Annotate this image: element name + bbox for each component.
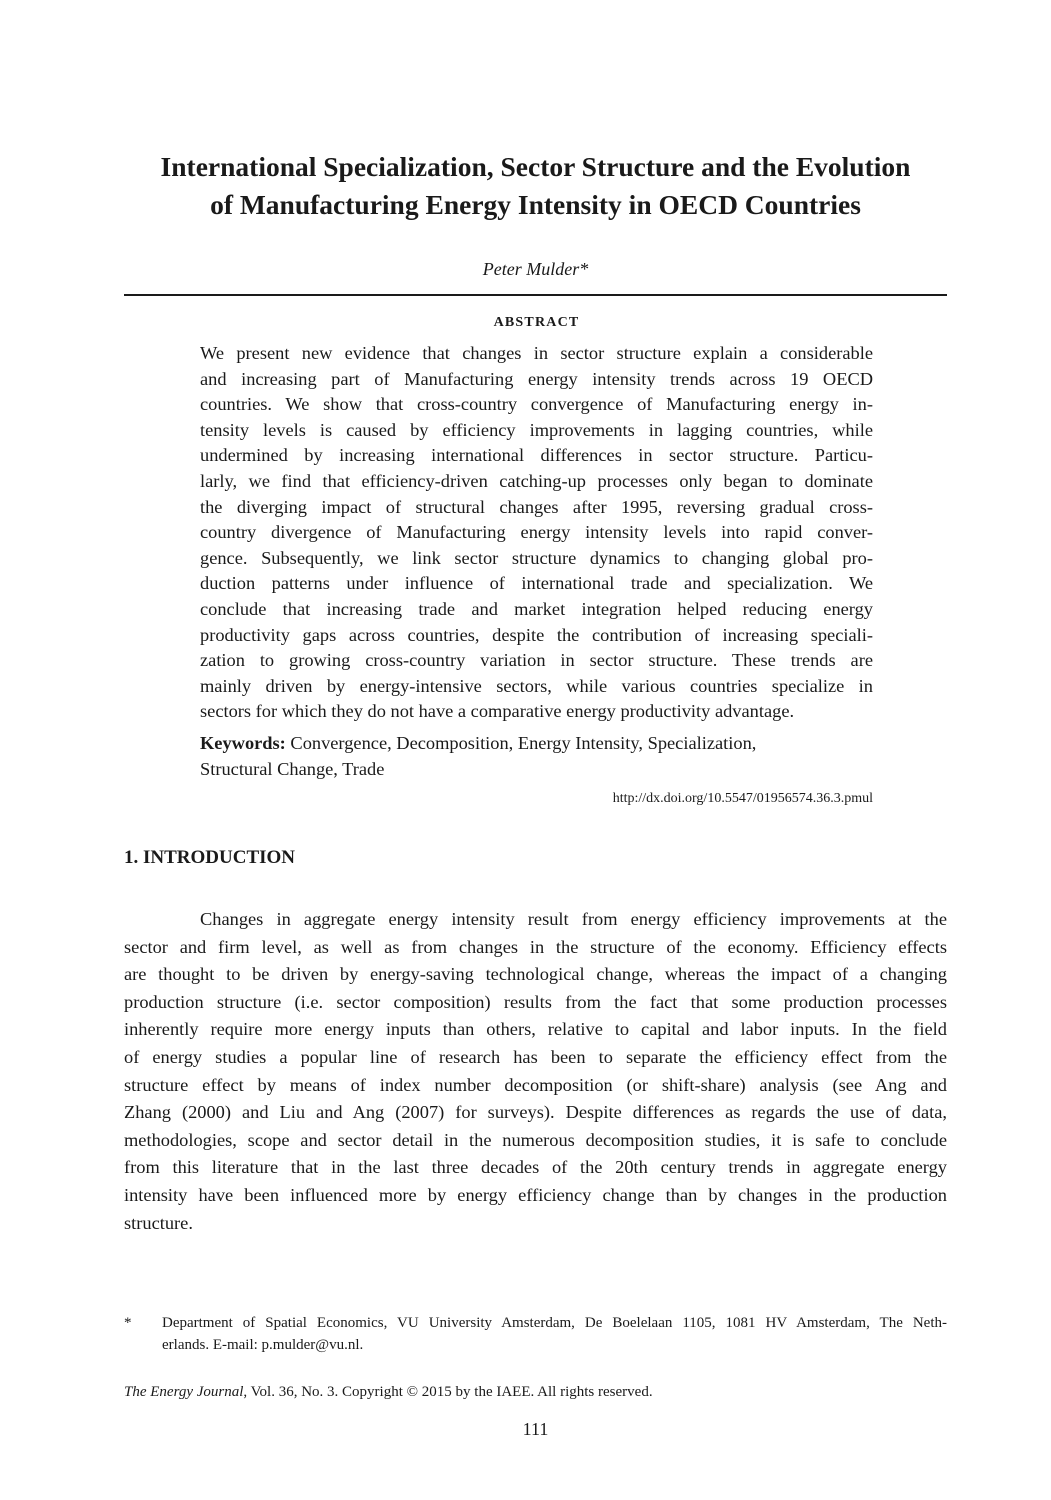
keywords-text-1: Convergence, Decomposition, Energy Intensity, Specialization, bbox=[290, 733, 757, 753]
body-line: Zhang (2000) and Liu and Ang (2007) for surveys). Despite differences as regards the use of data, bbox=[124, 1102, 947, 1123]
abstract-line: undermined by increasing international differences in sector structure. Particu- bbox=[200, 445, 873, 466]
body-line: structure effect by means of index number decomposition (or shift-share) analysis (see Ang and bbox=[124, 1074, 947, 1095]
body-line: methodologies, scope and sector detail in the numerous decomposition studies, it is safe to conclude bbox=[124, 1129, 947, 1150]
keywords-text-2: Structural Change, Trade bbox=[200, 758, 385, 779]
abstract-line: duction patterns under influence of international trade and specialization. We bbox=[200, 573, 873, 594]
keywords-line-1 bbox=[200, 731, 873, 757]
abstract-body bbox=[200, 341, 873, 725]
abstract-line: country divergence of Manufacturing energy intensity levels into rapid conver- bbox=[200, 522, 873, 543]
abstract-line: tensity levels is caused by efficiency improvements in lagging countries, while bbox=[200, 419, 873, 440]
page-number: 111 bbox=[522, 1419, 549, 1439]
journal-details: , Vol. 36, No. 3. Copyright © 2015 by the IAEE. All rights reserved. bbox=[243, 1384, 653, 1400]
abstract-line: and increasing part of Manufacturing energy intensity trends across 19 OECD bbox=[200, 368, 873, 389]
body-line: from this literature that in the last three decades of the 20th century trends in aggregate energy bbox=[124, 1157, 947, 1178]
footnote-line-2: erlands. E-mail: p.mulder@vu.nl. bbox=[162, 1337, 364, 1353]
body-line: of energy studies a popular line of research has been to separate the efficiency effect from the bbox=[124, 1046, 947, 1067]
header-rule bbox=[124, 294, 947, 296]
journal-citation bbox=[124, 1382, 653, 1402]
title-line-2: of Manufacturing Energy Intensity in OECD Countries bbox=[210, 189, 861, 220]
section-heading: 1. INTRODUCTION bbox=[124, 847, 296, 868]
abstract-line: productivity gaps across countries, despite the contribution of increasing speciali- bbox=[200, 624, 873, 645]
abstract-line: larly, we find that efficiency-driven catching-up processes only began to dominate bbox=[200, 470, 873, 491]
abstract-line: mainly driven by energy-intensive sectors, while various countries specialize in bbox=[200, 675, 873, 696]
body-line: structure. bbox=[124, 1212, 193, 1233]
abstract-line: We present new evidence that changes in sector structure explain a considerable bbox=[200, 343, 873, 363]
body-line: inherently require more energy inputs than others, relative to capital and labor inputs. In the field bbox=[124, 1019, 947, 1040]
footnote-line-1: Department of Spatial Economics, VU University Amsterdam, De Boelelaan 1105, 1081 HV Amsterdam, The Neth- bbox=[162, 1315, 947, 1331]
body-line: sector and firm level, as well as from changes in the structure of the economy. Efficiency effects bbox=[124, 936, 947, 957]
abstract-line: zation to growing cross-country variation in sector structure. These trends are bbox=[200, 650, 873, 671]
abstract-line: conclude that increasing trade and market integration helped reducing energy bbox=[200, 598, 873, 619]
body-line: Changes in aggregate energy intensity result from energy efficiency improvements at the bbox=[200, 909, 947, 929]
footnote-text bbox=[162, 1312, 947, 1356]
doi-link[interactable]: http://dx.doi.org/10.5547/01956574.36.3.pmul bbox=[612, 791, 873, 806]
body-line: production structure (i.e. sector composition) results from the fact that some production processes bbox=[124, 991, 947, 1012]
keywords bbox=[200, 731, 873, 782]
abstract-heading: ABSTRACT bbox=[493, 315, 580, 330]
abstract-line: gence. Subsequently, we link sector structure dynamics to changing global pro- bbox=[200, 547, 873, 568]
abstract-line: the diverging impact of structural changes after 1995, reversing gradual cross- bbox=[200, 496, 873, 517]
body-line: are thought to be driven by energy-saving technological change, whereas the impact of a changing bbox=[124, 964, 947, 985]
author-name: Peter Mulder* bbox=[482, 259, 589, 279]
journal-name: The Energy Journal bbox=[124, 1384, 244, 1400]
footnote-mark: * bbox=[124, 1315, 132, 1331]
paper-title bbox=[100, 148, 971, 224]
body-line: intensity have been influenced more by energy efficiency change than by changes in the production bbox=[124, 1184, 947, 1205]
abstract-line: sectors for which they do not have a comparative energy productivity advantage. bbox=[200, 701, 795, 722]
abstract-line: countries. We show that cross-country convergence of Manufacturing energy in- bbox=[200, 394, 873, 415]
title-line-1: International Specialization, Sector Structure and the Evolution bbox=[160, 151, 911, 182]
introduction-body bbox=[124, 906, 947, 1237]
keywords-label: Keywords: bbox=[200, 733, 286, 753]
